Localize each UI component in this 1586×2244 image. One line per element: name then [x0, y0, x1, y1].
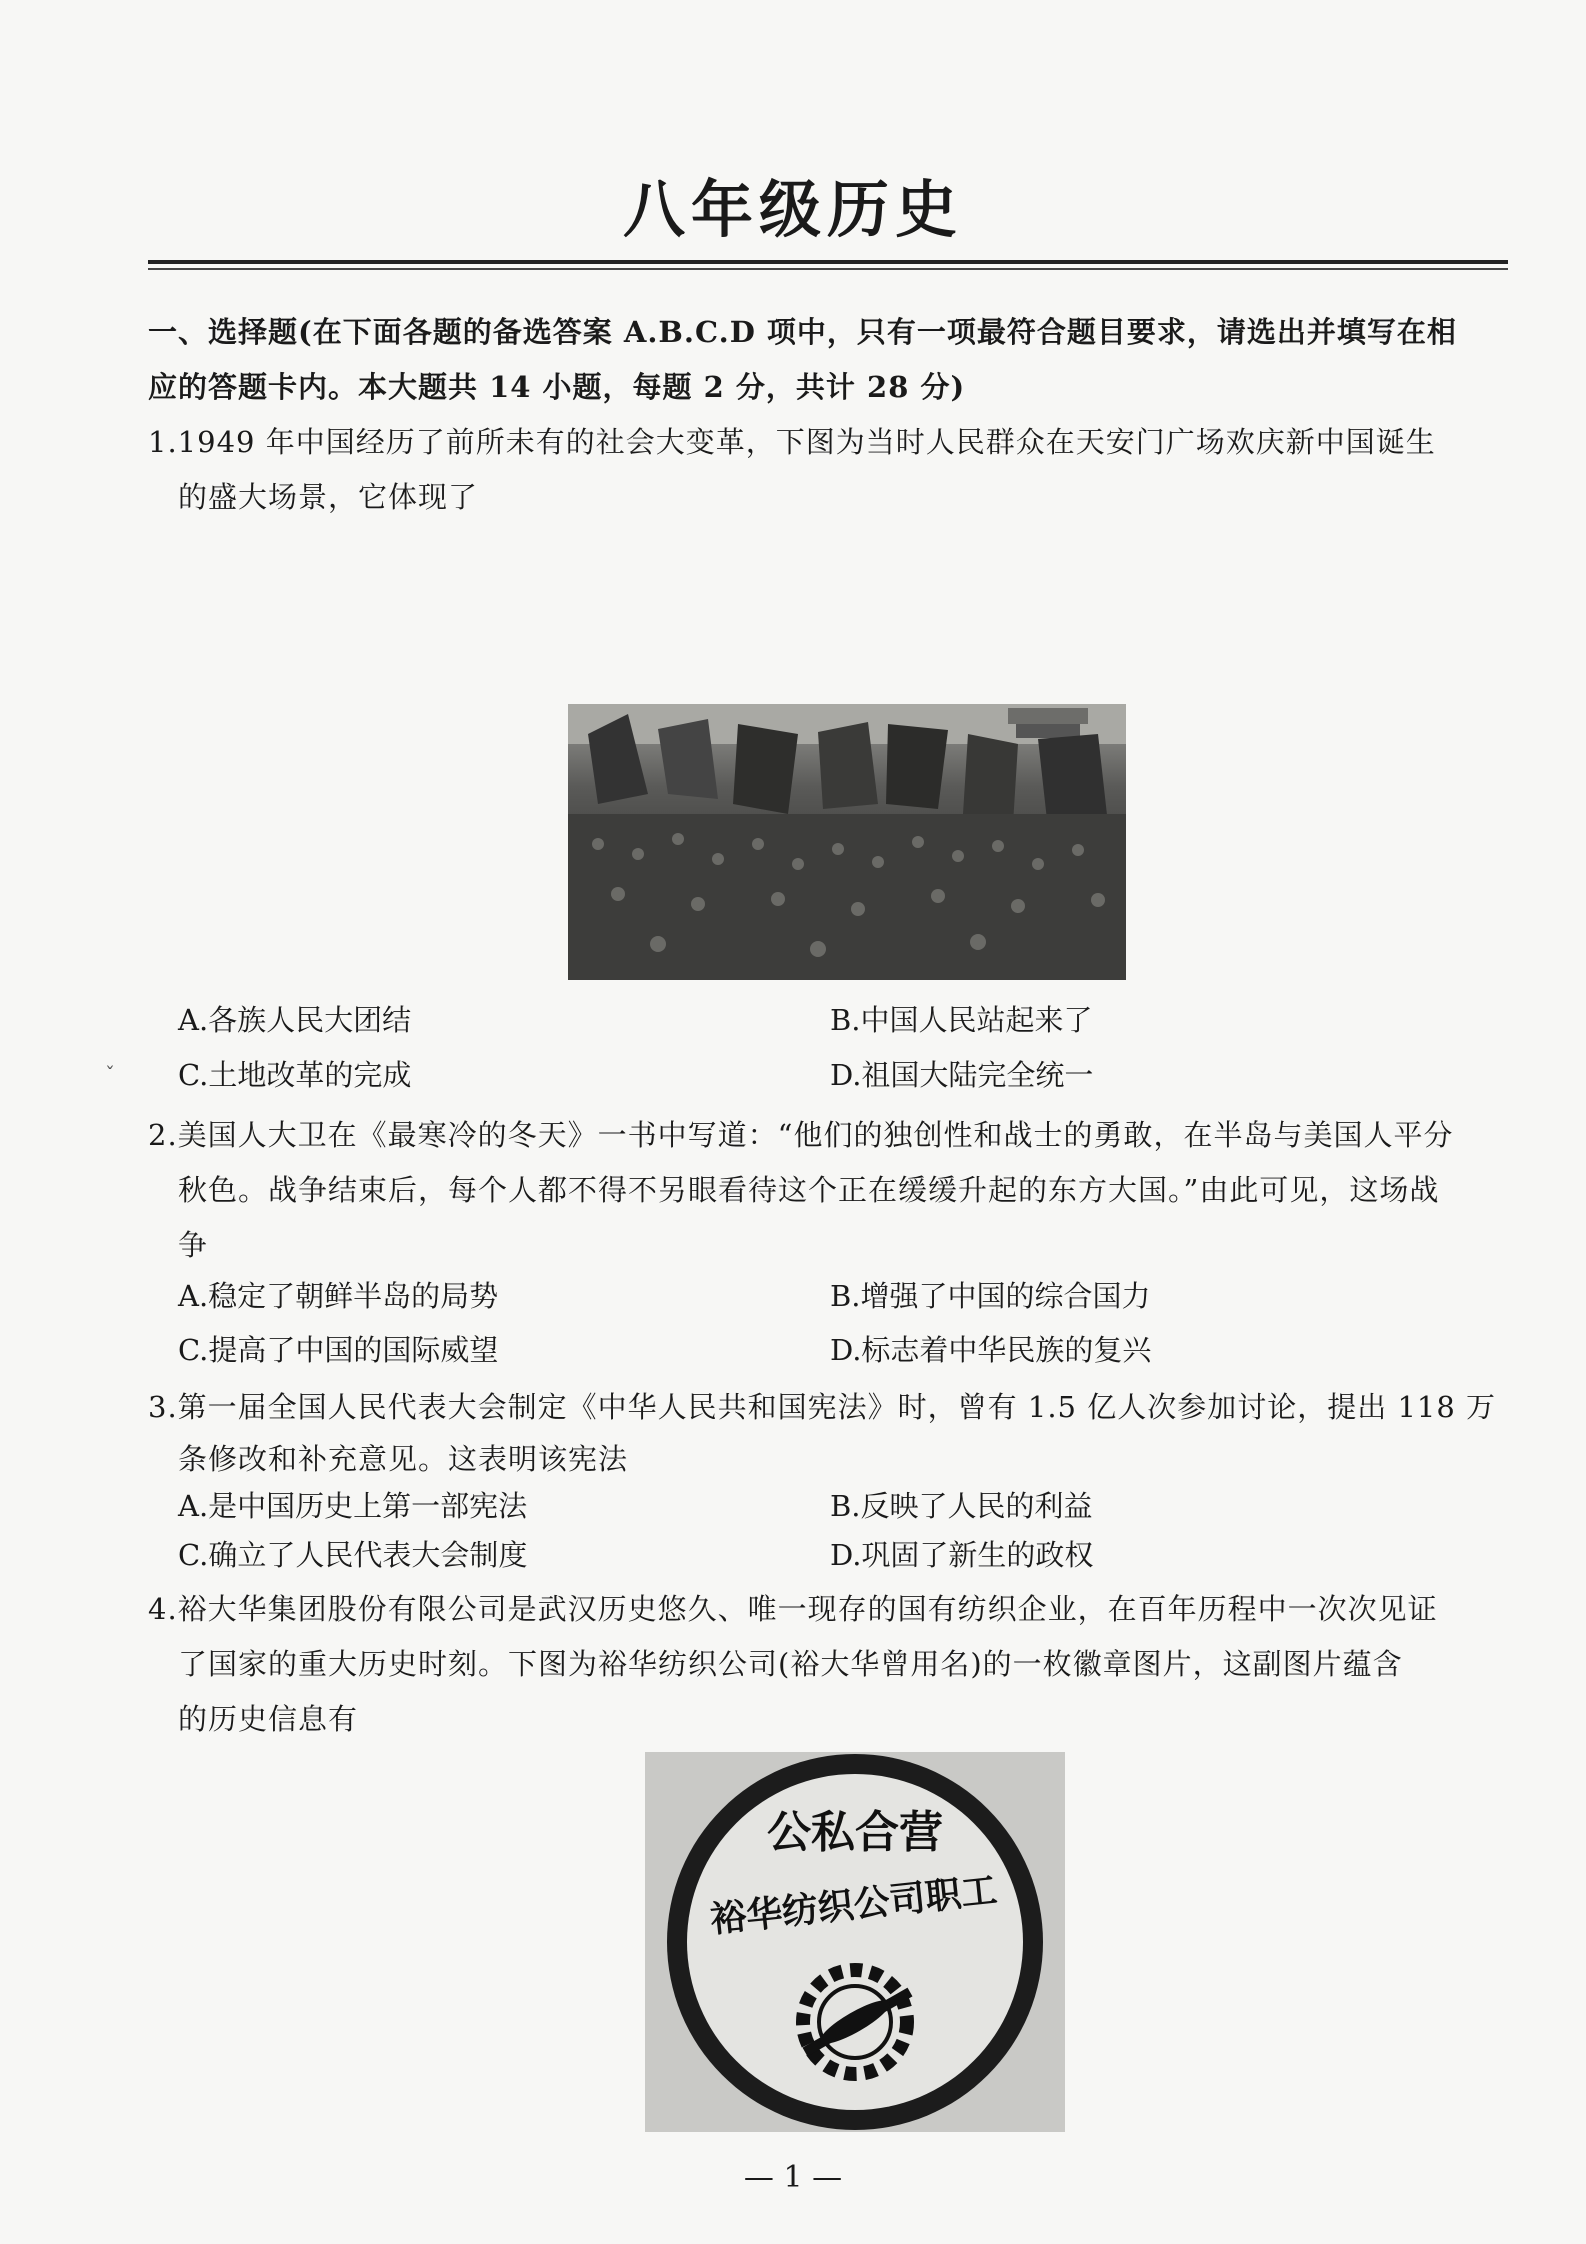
q2-option-b: B.增强了中国的综合国力	[830, 1279, 1151, 1313]
q1-option-b: B.中国人民站起来了	[830, 1003, 1093, 1037]
badge-top-text: 公私合营	[767, 1807, 943, 1858]
title-rule-thin	[148, 268, 1508, 270]
q3-stem-line1: 3.第一届全国人民代表大会制定《中华人民共和国宪法》时，曾有 1.5 亿人次参加讨论，提出 118 万	[148, 1390, 1497, 1424]
badge-middle-text: 裕华纺织公司职工	[708, 1870, 1000, 1942]
q3-option-d: D.巩固了新生的政权	[830, 1538, 1094, 1572]
q1-option-a: A.各族人民大团结	[178, 1003, 412, 1037]
q3-option-c: C.确立了人民代表大会制度	[178, 1538, 528, 1572]
factory-badge-photo	[645, 1752, 1065, 2132]
section-header-line2: 应的答题卡内。本大题共 14 小题，每题 2 分，共计 28 分)	[148, 370, 966, 404]
q2-option-c: C.提高了中国的国际威望	[178, 1333, 499, 1367]
q2-stem-line1: 2.美国人大卫在《最寒冷的冬天》一书中写道：“他们的独创性和战士的勇敢，在半岛与美国人平分	[148, 1118, 1454, 1152]
q2-option-d: D.标志着中华民族的复兴	[830, 1333, 1152, 1367]
section-header-line1: 一、选择题(在下面各题的备选答案 A.B.C.D 项中，只有一项最符合题目要求，请选出并填写在相	[148, 315, 1457, 349]
tiananmen-crowd-photo	[568, 704, 1126, 980]
scan-mark: ˇ	[105, 1062, 115, 1086]
q4-stem-line1: 4.裕大华集团股份有限公司是武汉历史悠久、唯一现存的国有纺织企业，在百年历程中一次次见证	[148, 1592, 1438, 1626]
q2-option-a: A.稳定了朝鲜半岛的局势	[178, 1279, 499, 1313]
q2-stem-line2: 秋色。战争结束后，每个人都不得不另眼看待这个正在缓缓升起的东方大国。”由此可见，这场战	[178, 1173, 1440, 1207]
q1-option-c: C.土地改革的完成	[178, 1058, 412, 1092]
q4-stem-line2: 了国家的重大历史时刻。下图为裕华纺织公司(裕大华曾用名)的一枚徽章图片，这副图片蕴含	[178, 1647, 1403, 1681]
q3-option-a: A.是中国历史上第一部宪法	[178, 1489, 528, 1523]
title-rule	[148, 260, 1508, 264]
q4-stem-line3: 的历史信息有	[178, 1702, 359, 1736]
page-title: 八年级历史	[622, 173, 963, 246]
page-number: — 1 —	[743, 2160, 843, 2195]
q1-option-d: D.祖国大陆完全统一	[830, 1058, 1094, 1092]
q1-stem-line1: 1.1949 年中国经历了前所未有的社会大变革，下图为当时人民群众在天安门广场欢庆新中国诞生	[148, 425, 1436, 459]
q1-stem-line2: 的盛大场景，它体现了	[178, 480, 479, 514]
q2-stem-line3: 争	[178, 1228, 209, 1262]
q3-stem-line2: 条修改和补充意见。这表明该宪法	[178, 1442, 629, 1476]
q3-option-b: B.反映了人民的利益	[830, 1489, 1093, 1523]
